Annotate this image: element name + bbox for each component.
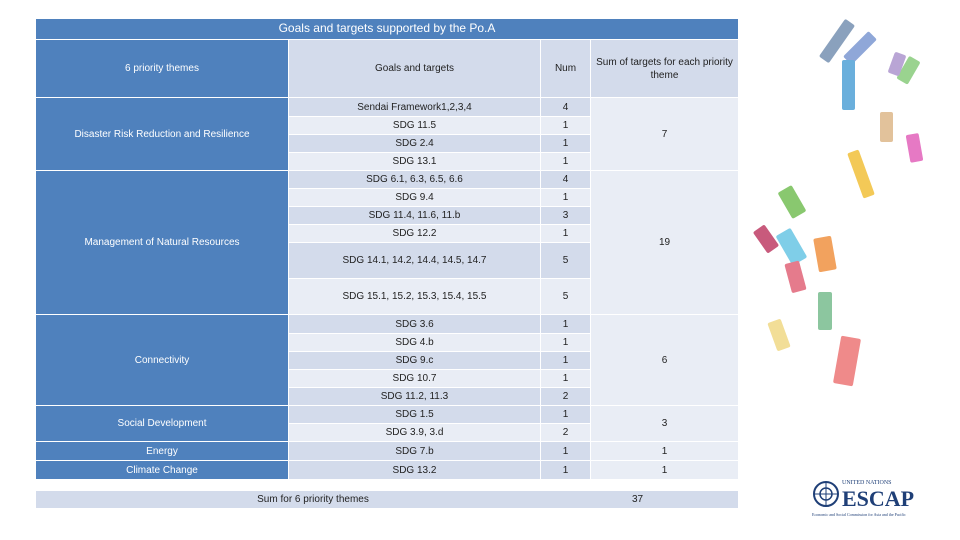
theme-name: Management of Natural Resources [36,170,288,314]
target-cell: SDG 9.4 [288,188,540,206]
sdg-arc-decoration [736,0,960,460]
target-cell: SDG 2.4 [288,134,540,152]
goals-table [36,19,738,508]
colored-strips-icon [753,19,924,387]
header-themes: 6 priority themes [36,39,288,97]
target-cell: SDG 11.2, 11.3 [288,387,540,405]
theme-sum: 1 [590,460,738,479]
num-cell: 1 [540,369,590,387]
theme-sum: 6 [590,314,738,405]
theme-name: Climate Change [36,460,288,479]
target-cell: SDG 6.1, 6.3, 6.5, 6.6 [288,170,540,188]
footer-total: 37 [590,490,738,508]
escap-logo [812,478,940,518]
num-cell: 5 [540,242,590,278]
theme-name: Disaster Risk Reduction and Resilience [36,97,288,170]
num-cell: 1 [540,333,590,351]
target-cell: SDG 12.2 [288,224,540,242]
theme-name: Social Development [36,405,288,441]
target-cell: SDG 3.6 [288,314,540,333]
num-cell: 1 [540,460,590,479]
num-cell: 1 [540,441,590,460]
num-cell: 4 [540,170,590,188]
target-cell: SDG 13.2 [288,460,540,479]
num-cell: 1 [540,188,590,206]
target-cell: SDG 11.4, 11.6, 11.b [288,206,540,224]
num-cell: 2 [540,423,590,441]
theme-sum: 3 [590,405,738,441]
num-cell: 3 [540,206,590,224]
target-cell: SDG 13.1 [288,152,540,170]
logo-top-text: UNITED NATIONS [842,480,892,486]
theme-sum: 1 [590,441,738,460]
num-cell: 1 [540,152,590,170]
header-goals: Goals and targets [288,39,540,97]
target-cell: SDG 7.b [288,441,540,460]
num-cell: 1 [540,134,590,152]
target-cell: SDG 1.5 [288,405,540,423]
target-cell: Sendai Framework1,2,3,4 [288,97,540,116]
target-cell: SDG 9.c [288,351,540,369]
theme-sum: 7 [590,97,738,170]
theme-name: Connectivity [36,314,288,405]
num-cell: 1 [540,351,590,369]
target-cell: SDG 10.7 [288,369,540,387]
target-cell: SDG 4.b [288,333,540,351]
target-cell: SDG 14.1, 14.2, 14.4, 14.5, 14.7 [288,242,540,278]
num-cell: 1 [540,405,590,423]
logo-subtitle: Economic and Social Commission for Asia and the Pacific [812,512,906,517]
num-cell: 2 [540,387,590,405]
header-sum: Sum of targets for each priority theme [590,39,738,97]
theme-name: Energy [36,441,288,460]
num-cell: 1 [540,116,590,134]
target-cell: SDG 15.1, 15.2, 15.3, 15.4, 15.5 [288,278,540,314]
footer-label: Sum for 6 priority themes [36,490,590,508]
num-cell: 4 [540,97,590,116]
target-cell: SDG 11.5 [288,116,540,134]
un-emblem-icon [812,478,940,518]
num-cell: 1 [540,224,590,242]
theme-sum: 19 [590,170,738,314]
table-title: Goals and targets supported by the Po.A [36,19,738,39]
header-num: Num [540,39,590,97]
num-cell: 1 [540,314,590,333]
num-cell: 5 [540,278,590,314]
target-cell: SDG 3.9, 3.d [288,423,540,441]
logo-name: ESCAP [842,486,915,511]
